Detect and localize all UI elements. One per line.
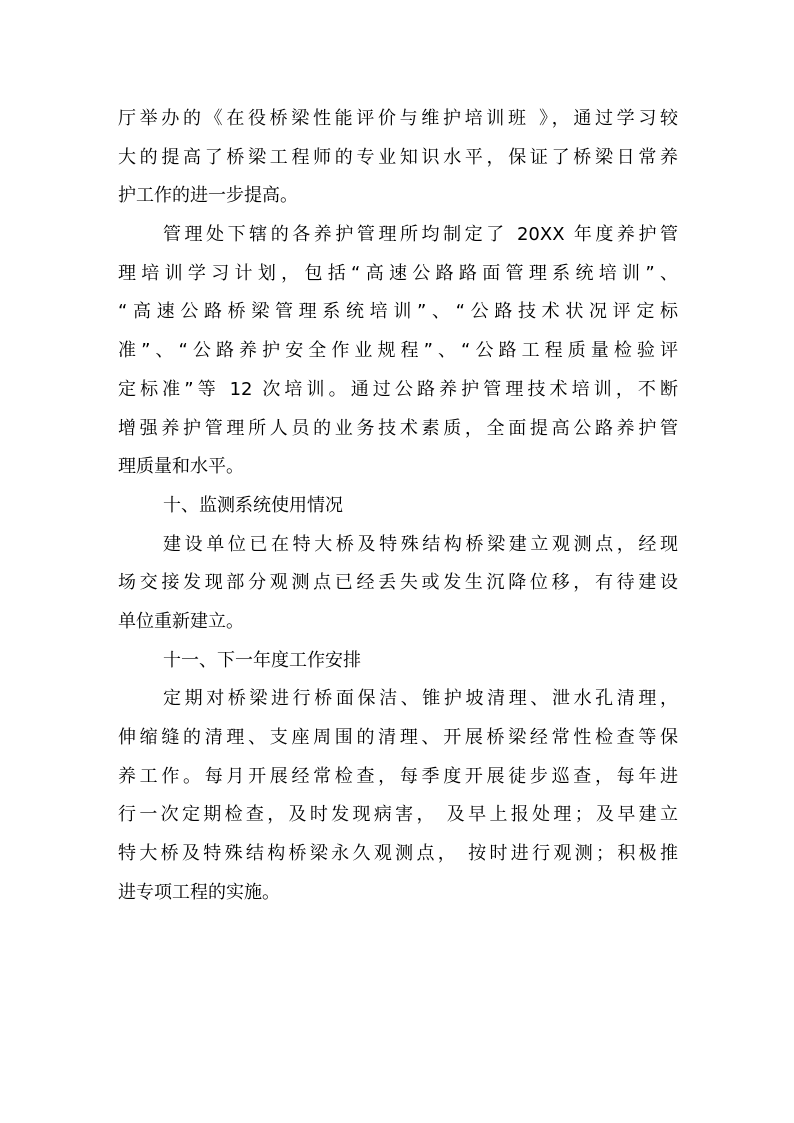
text-line: 场交接发现部分观测点已经丢失或发生沉降位移，有待建设: [118, 572, 678, 594]
text-line: 特大桥及特殊结构桥梁永久观测点， 按时进行观测；积极推: [118, 843, 678, 865]
text-line: 伸缩缝的清理、支座周围的清理、开展桥梁经常性检查等保: [118, 727, 678, 748]
text-line: 进专项工程的实施。: [118, 881, 280, 903]
text-line: 管理处下辖的各养护管理所均制定了 20XX 年度养护管: [163, 224, 678, 246]
text-line: 增强养护管理所人员的业务技术素质，全面提高公路养护管: [118, 417, 678, 439]
text-line: 单位重新建立。: [118, 610, 244, 632]
text-line: 行一次定期检查，及时发现病害， 及早上报处理；及早建立: [118, 804, 678, 826]
text-line: 定期对桥梁进行桥面保洁、锥护坡清理、泄水孔清理，: [163, 688, 678, 710]
text-line: 建设单位已在特大桥及特殊结构桥梁建立观测点，经现: [163, 533, 678, 555]
document-body: [118, 100, 678, 912]
text-line: 准”、“公路养护安全作业规程”、“公路工程质量检验评: [118, 340, 678, 362]
text-line: 理培训学习计划，包括“高速公路路面管理系统培训”、: [118, 262, 678, 284]
section-heading: 十一、下一年度工作安排: [163, 649, 361, 671]
text-line: 厅举办的《在役桥梁性能评价与维护培训班 》，通过学习较: [118, 108, 678, 129]
text-line: 大的提高了桥梁工程师的专业知识水平，保证了桥梁日常养: [118, 146, 678, 168]
section-heading: 十、监测系统使用情况: [163, 494, 343, 516]
text-line: 定标准”等 12 次培训。通过公路养护管理技术培训，不断: [118, 378, 678, 400]
text-line: 理质量和水平。: [118, 456, 244, 478]
text-line: 护工作的进一步提高。: [118, 185, 298, 207]
text-line: “高速公路桥梁管理系统培训”、“公路技术状况评定标: [118, 301, 678, 323]
text-line: 养工作。每月开展经常检查，每季度开展徒步巡查，每年进: [118, 765, 678, 787]
